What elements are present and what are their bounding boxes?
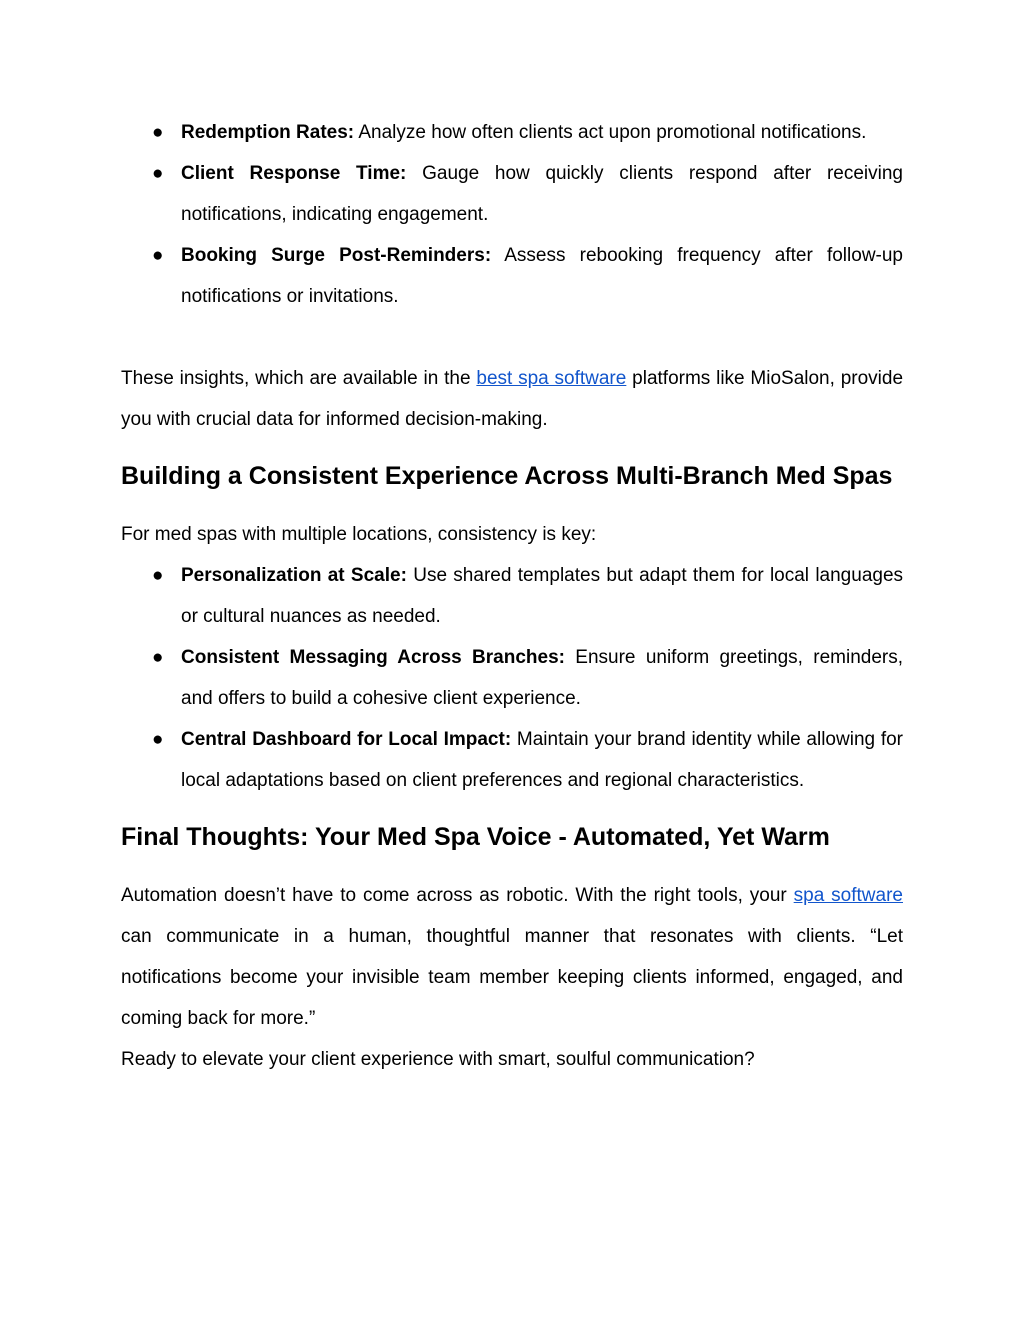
insights-text-before: These insights, which are available in the xyxy=(121,368,471,389)
bullet-dot: ● xyxy=(152,245,164,266)
insights-paragraph xyxy=(121,358,903,440)
multi-branch-heading: Building a Consistent Experience Across Multi-Branch Med Spas xyxy=(121,462,893,490)
spa-software-link[interactable]: spa software xyxy=(793,885,903,906)
bullet-dot: ● xyxy=(152,729,164,750)
document-page xyxy=(121,112,903,1080)
bullet-central-dashboard xyxy=(121,719,903,801)
bullet-title: Central Dashboard for Local Impact: xyxy=(181,729,512,750)
bullet-text: Maintain your brand identity while allowing for local adaptations based on client preferences and regional characteristics. xyxy=(181,729,903,791)
closing-paragraph: Ready to elevate your client experience with smart, soulful communication? xyxy=(121,1049,755,1070)
bullet-dot: ● xyxy=(152,647,164,668)
final-thoughts-heading: Final Thoughts: Your Med Spa Voice - Automated, Yet Warm xyxy=(121,823,830,851)
multi-branch-bullet-list xyxy=(121,555,903,801)
bullet-text: Ensure uniform greetings, reminders, and offers to build a cohesive client experience. xyxy=(181,647,903,709)
bullet-title: Redemption Rates: xyxy=(181,122,355,143)
bullet-text: Assess rebooking frequency after follow-up notifications or invitations. xyxy=(181,245,903,307)
quote-text: “Let notifications become your invisible team member keeping clients informed, engaged, and coming back for more.” xyxy=(121,926,904,1029)
bullet-text: Use shared templates but adapt them for local languages or cultural nuances as needed. xyxy=(181,565,904,627)
bullet-title: Client Response Time: xyxy=(181,163,407,184)
best-spa-software-link[interactable]: best spa software xyxy=(476,368,627,389)
bullet-text: Analyze how often clients act upon promotional notifications. xyxy=(358,122,867,143)
bullet-dot: ● xyxy=(152,565,164,586)
bullet-title: Booking Surge Post-Reminders: xyxy=(181,245,492,266)
bullet-dot: ● xyxy=(152,122,164,143)
automation-text-before: Automation doesn’t have to come across as robotic. With the right tools, your xyxy=(121,885,787,906)
bullet-title: Personalization at Scale: xyxy=(181,565,407,586)
bullet-text: Gauge how quickly clients respond after receiving notifications, indicating engagement. xyxy=(181,163,903,225)
automation-paragraph xyxy=(121,875,903,1039)
bullet-client-response-time xyxy=(121,153,903,235)
metrics-bullet-list xyxy=(121,112,903,317)
bullet-dot: ● xyxy=(152,163,164,184)
bullet-consistent-messaging xyxy=(121,637,903,719)
bullet-title: Consistent Messaging Across Branches: xyxy=(181,647,565,668)
spacer xyxy=(121,317,903,358)
bullet-redemption-rates xyxy=(121,112,903,153)
multi-branch-intro: For med spas with multiple locations, consistency is key: xyxy=(121,524,597,545)
bullet-personalization xyxy=(121,555,903,637)
automation-text-after: can communicate in a human, thoughtful manner that resonates with clients. xyxy=(121,926,856,947)
bullet-booking-surge xyxy=(121,235,903,317)
insights-text-after: platforms like MioSalon, provide you with crucial data for informed decision-making. xyxy=(121,368,904,430)
